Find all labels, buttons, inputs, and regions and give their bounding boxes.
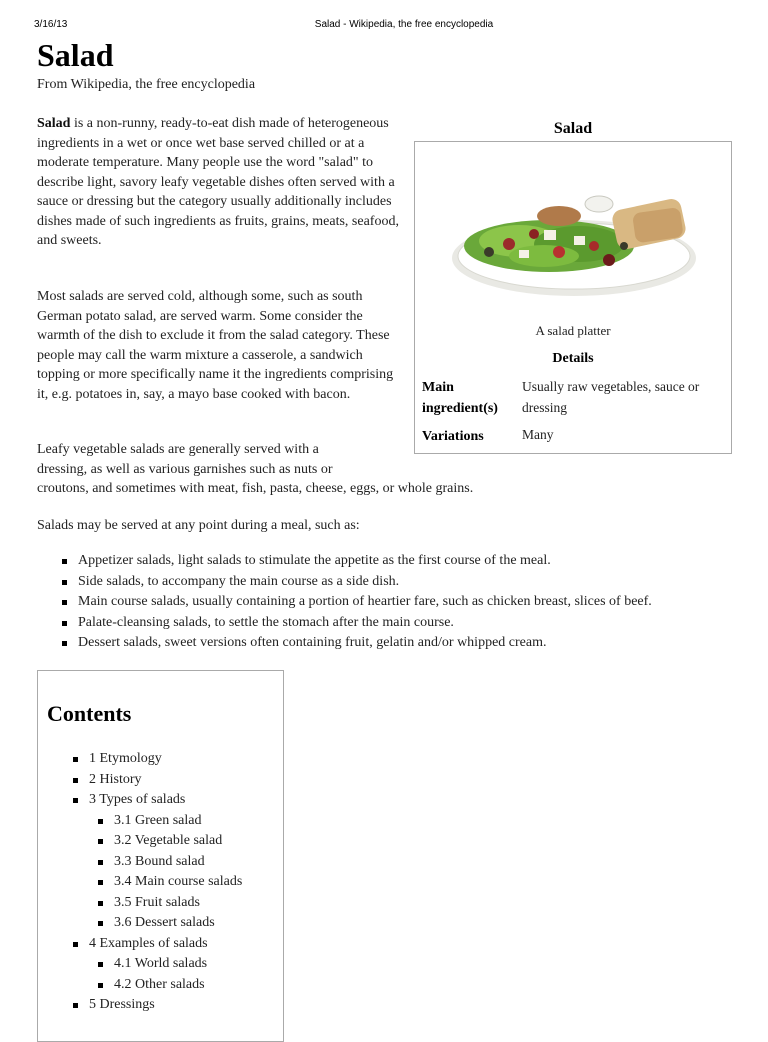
toc-list (73, 749, 283, 1016)
image-caption: A salad platter (535, 323, 611, 338)
toc-item-vegetable-salad[interactable]: 3.2 Vegetable salad (98, 831, 299, 852)
intro-text: is a non-runny, ready-to-eat dish made of heterogeneous ingredients in a wet or once wet base served chilled or at a moderate temperature. Many people use the word "salad" to describe light, savory leafy vegetable dishes often served with a sauce or dressing but the category usually additionally includes dishes made of such ingredients as fruits, grains, meats, seafood, and sweets. (37, 116, 399, 248)
toc-heading: Contents (47, 701, 132, 726)
toc-item-main-course-salads[interactable]: 3.4 Main course salads (98, 872, 299, 893)
list-item: Appetizer salads, light salads to stimulate the appetite as the first course of the meal. (62, 551, 742, 572)
toc-item-history[interactable]: 2 History (73, 770, 283, 791)
toc-item-other-salads[interactable]: 4.2 Other salads (98, 975, 299, 996)
page-title: Salad (37, 37, 114, 73)
paragraph-line: croutons, and sometimes with meat, fish, pasta, cheese, eggs, or whole grains. (37, 481, 474, 496)
toc-item-etymology[interactable]: 1 Etymology (73, 749, 283, 770)
list-item: Side salads, to accompany the main course as a side dish. (62, 572, 742, 593)
list-item: Palate-cleansing salads, to settle the stomach after the main course. (62, 613, 742, 634)
print-date: 3/16/13 (34, 19, 68, 30)
paragraph-meal-intro: Salads may be served at any point during a meal, such as: (37, 518, 360, 533)
toc-item-label[interactable]: 4 Examples of salads (89, 935, 208, 951)
toc-item-bound-salad[interactable]: 3.3 Bound salad (98, 852, 299, 873)
toc-sublist-types (73, 811, 299, 934)
toc-item-dessert-salads[interactable]: 3.6 Dessert salads (98, 913, 299, 934)
toc-item-fruit-salads[interactable]: 3.5 Fruit salads (98, 893, 299, 914)
infobox-title: Salad (553, 120, 593, 137)
toc-item-world-salads[interactable]: 4.1 World salads (98, 954, 299, 975)
salad-platter-image[interactable] (449, 186, 699, 304)
paragraph-line: dressing, as well as various garnishes such as nuts or (37, 461, 333, 477)
infobox-label-main-ingredients: Main ingredient(s) (422, 380, 498, 416)
intro-paragraph (37, 114, 402, 251)
infobox-value-main-ingredients: Usually raw vegetables, sauce or dressing (522, 379, 700, 415)
print-header-title: Salad - Wikipedia, the free encyclopedia (314, 19, 494, 30)
toc-item-label[interactable]: 3 Types of salads (89, 792, 186, 807)
tagline: From Wikipedia, the free encyclopedia (37, 77, 256, 92)
infobox (414, 141, 732, 454)
toc-sublist-examples (73, 954, 299, 995)
infobox-label-variations: Variations (422, 429, 484, 444)
list-item: Dessert salads, sweet versions often containing fruit, gelatin and/or whipped cream. (62, 633, 742, 654)
toc-item-types-of-salads[interactable] (73, 790, 283, 811)
toc-item-green-salad[interactable]: 3.1 Green salad (98, 811, 299, 832)
infobox-value-variations: Many (522, 427, 554, 442)
table-of-contents (37, 670, 284, 1042)
paragraph-warm-salads: Most salads are served cold, although some, such as south German potato salad, are served warm. Some consider the warmth of the dish to exclude it from the salad category. These people may call the warm mixture a casserole, a sandwich topping or more specifically name it the ingredients comprising it, e.g. potatoes in, say, a mayo base cooked with bacon. (37, 289, 394, 402)
list-item: Main course salads, usually containing a portion of heartier fare, such as chicken breast, slices of beef. (62, 592, 742, 613)
intro-bold-term: Salad (37, 116, 71, 131)
paragraph-line: Leafy vegetable salads are generally served with a (37, 442, 319, 457)
meal-course-list (62, 551, 742, 654)
details-heading: Details (552, 351, 594, 366)
toc-item-examples-of-salads[interactable] (73, 934, 283, 955)
paragraph-leafy-salads (37, 440, 474, 499)
toc-item-dressings[interactable]: 5 Dressings (73, 995, 283, 1016)
